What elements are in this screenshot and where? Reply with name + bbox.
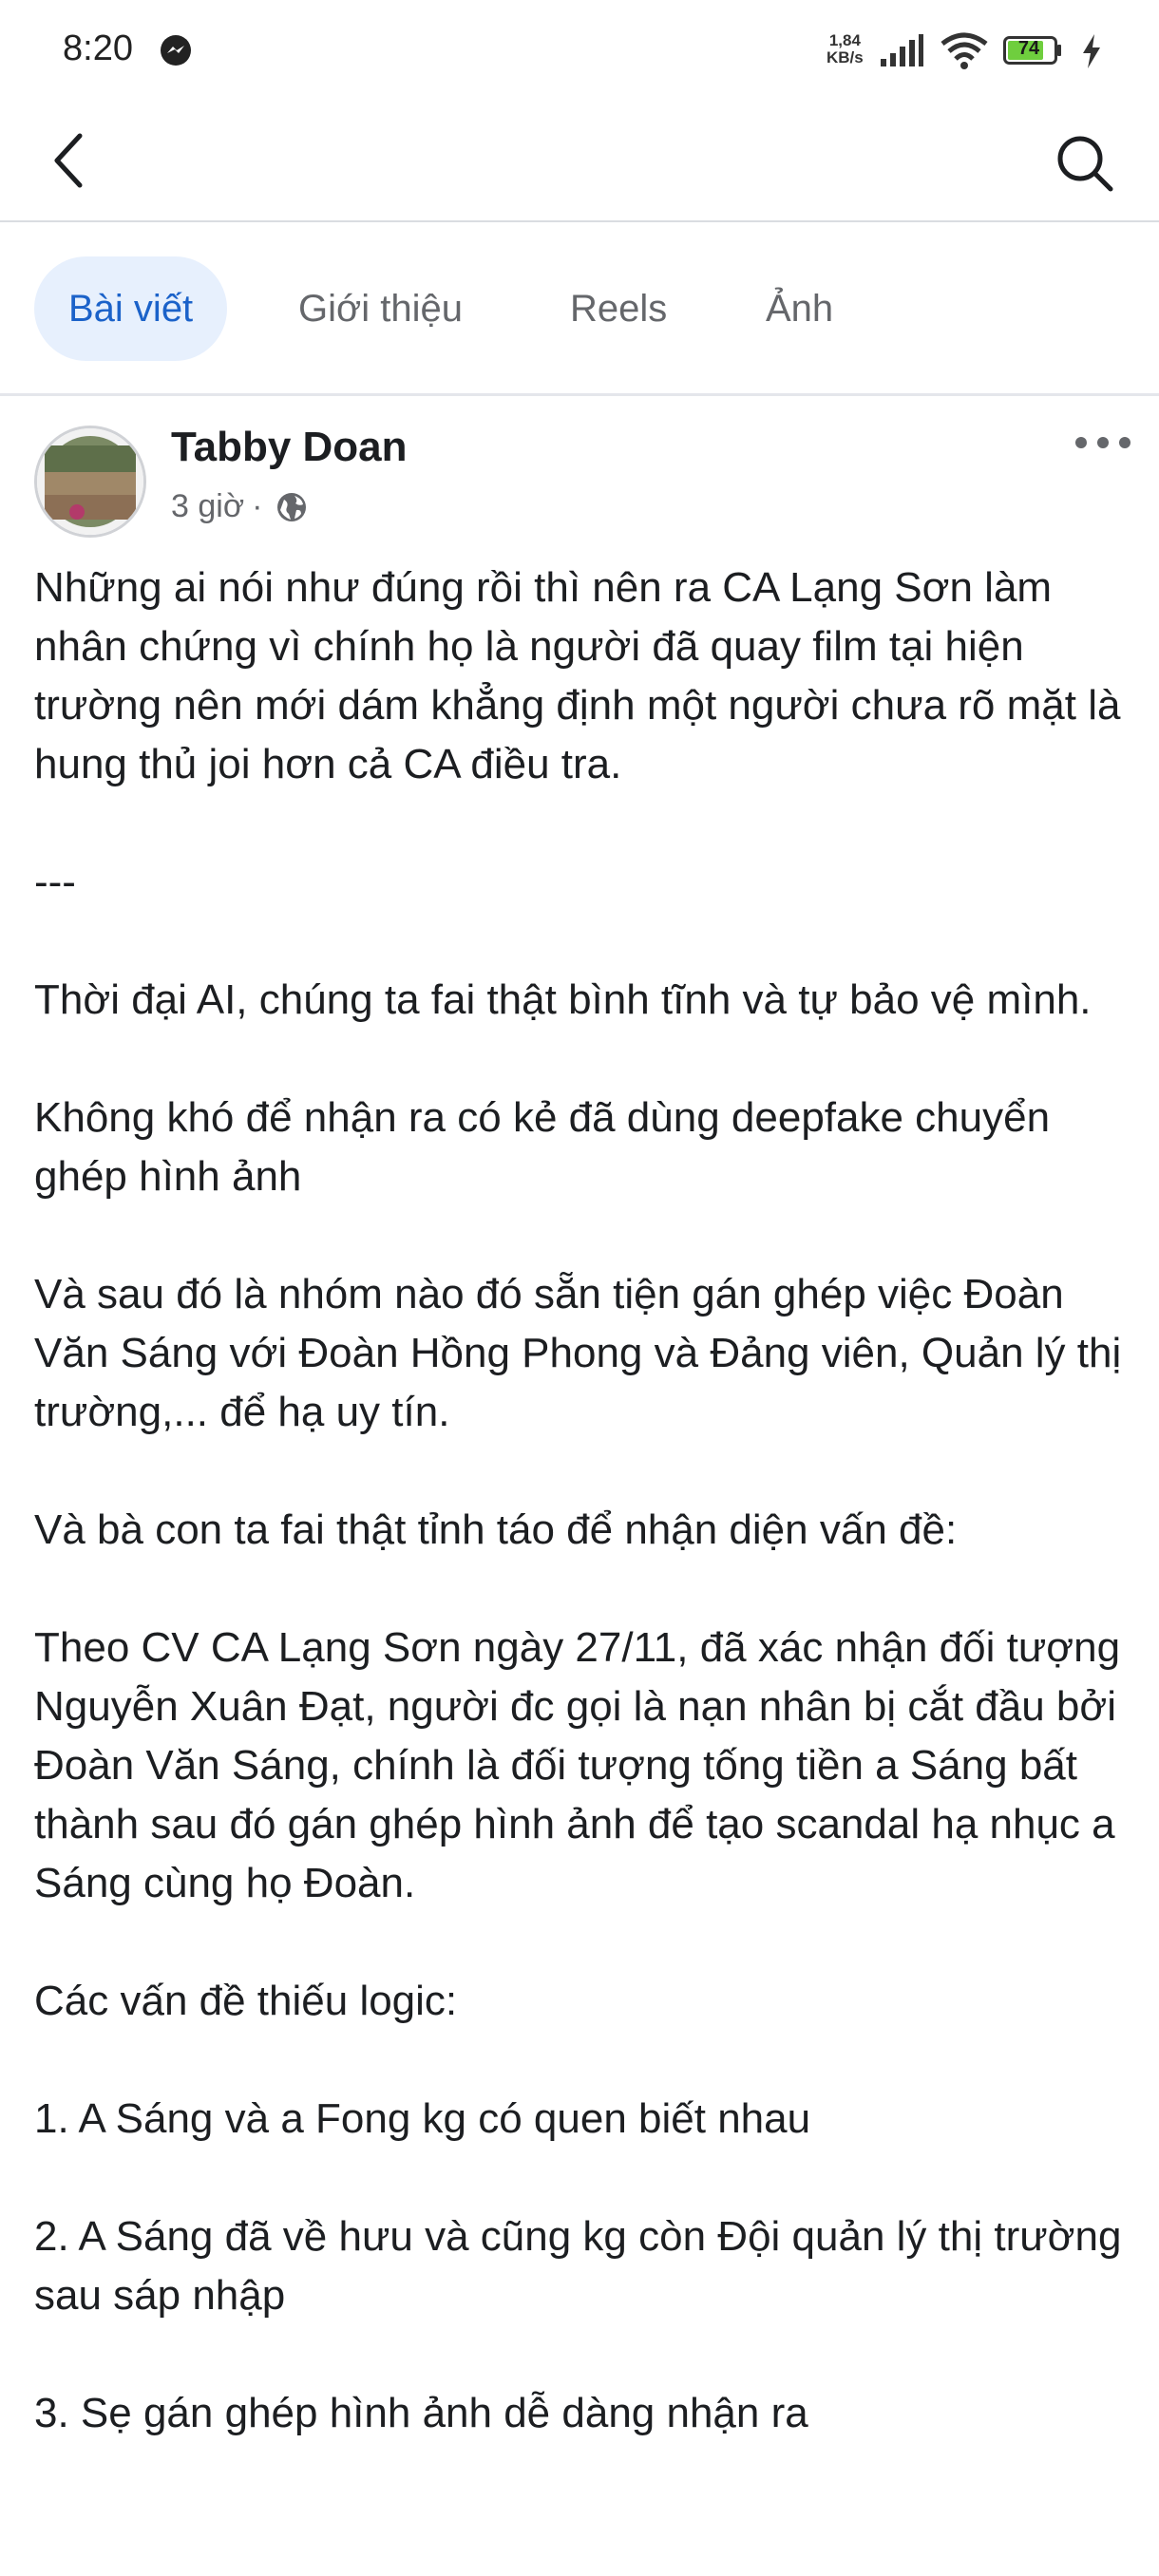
- wifi-icon: [940, 32, 988, 70]
- back-button[interactable]: [38, 125, 99, 196]
- post-paragraph: 1. A Sáng và a Fong kg có quen biết nhau: [34, 2095, 811, 2142]
- post-paragraph: Theo CV CA Lạng Sơn ngày 27/11, đã xác nhận đối tượng Nguyễn Xuân Đạt, người đc gọi là nạn nhân bị cắt đầu bởi Đoàn Văn Sáng, chính là đối tượng tống tiền a Sáng bất thành sau đó gán ghép hình ảnh để tạo scandal hạ nhục a Sáng cùng họ Đoàn.: [34, 1624, 1121, 1906]
- more-dots-icon: [1074, 436, 1131, 449]
- post-body: [34, 559, 1136, 2443]
- avatar-image: [37, 428, 143, 535]
- more-options-button[interactable]: [1070, 424, 1136, 462]
- speed-value: 1,84: [828, 31, 861, 49]
- status-bar: [0, 0, 1159, 104]
- tab-posts[interactable]: Bài viết: [34, 256, 227, 361]
- search-button[interactable]: [1047, 125, 1123, 201]
- battery-level: 74: [1017, 38, 1040, 59]
- post-time[interactable]: 3 giờ: [171, 488, 245, 524]
- tab-about[interactable]: Giới thiệu: [298, 288, 463, 330]
- post-paragraph: 3. Sẹ gán ghép hình ảnh dễ dàng nhận ra: [34, 2390, 808, 2436]
- post-author[interactable]: Tabby Doan: [171, 424, 408, 470]
- profile-tabs: [0, 222, 1159, 396]
- post-paragraph: Thời đại AI, chúng ta fai thật bình tĩnh và tự bảo vệ mình.: [34, 976, 1092, 1023]
- meta-separator: ·: [252, 488, 263, 524]
- back-chevron-icon: [51, 132, 86, 189]
- post-meta: [171, 488, 308, 525]
- top-nav: [0, 104, 1159, 222]
- post-paragraph: Các vấn đề thiếu logic:: [34, 1978, 458, 2024]
- post-paragraph: 2. A Sáng đã về hưu và cũng kg còn Đội quản lý thị trường sau sáp nhập: [34, 2213, 1122, 2319]
- status-time: 8:20: [63, 28, 133, 68]
- globe-icon: [276, 491, 308, 523]
- post-paragraph: Và sau đó là nhóm nào đó sẵn tiện gán ghép việc Đoàn Văn Sáng với Đoàn Hồng Phong và Đảng viên, Quản lý thị trường,... để hạ uy tín.: [34, 1271, 1122, 1435]
- charging-icon: [1081, 34, 1102, 68]
- post-paragraph: Những ai nói như đúng rồi thì nên ra CA Lạng Sơn làm nhân chứng vì chính họ là người đã quay film tại hiện trường nên mới dám khẳng định một người chưa rõ mặt là hung thủ joi hơn cả CA điều tra.: [34, 564, 1121, 787]
- search-icon: [1055, 134, 1114, 193]
- post-paragraph: Và bà con ta fai thật tỉnh táo để nhận diện vấn đề:: [34, 1506, 958, 1553]
- avatar[interactable]: [34, 426, 146, 538]
- tab-reels[interactable]: Reels: [570, 288, 668, 330]
- post-paragraph: ---: [34, 859, 76, 905]
- tab-photos[interactable]: Ảnh: [766, 288, 834, 330]
- network-speed: [826, 32, 864, 66]
- signal-icon: [879, 34, 924, 68]
- post-paragraph: Không khó để nhận ra có kẻ đã dùng deepfake chuyển ghép hình ảnh: [34, 1094, 1051, 1200]
- speed-unit: KB/s: [826, 48, 864, 66]
- messenger-icon: [160, 34, 192, 66]
